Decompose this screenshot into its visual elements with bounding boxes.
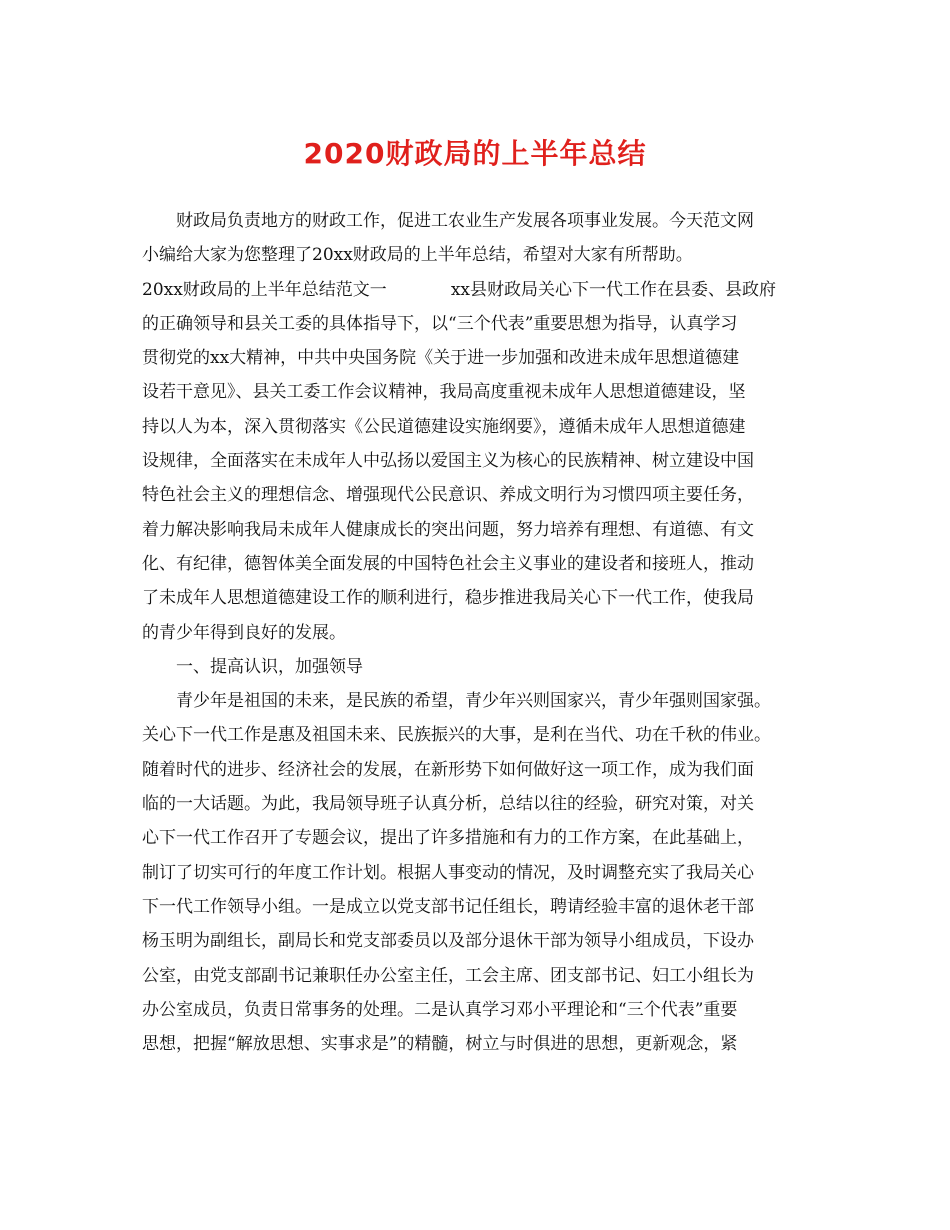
paragraph-line: 财政局负责地方的财政工作，促进工农业生产发展各项事业发展。今天范文网 — [176, 211, 754, 231]
paragraph-line: 青少年是祖国的未来，是民族的希望，青少年兴则国家兴，青少年强则国家强。 — [176, 691, 771, 712]
paragraph-line: 临的一大话题。为此，我局领导班子认真分析，总结以往的经验，研究对策，对关 — [142, 794, 754, 815]
paragraph-line — [142, 273, 822, 307]
paragraph-line: 贯彻党的xx大精神，中共中央国务院《关于进一步加强和改进未成年思想道德建 — [142, 348, 740, 369]
paragraph-line: 化、有纪律，德智体美全面发展的中国特色社会主义事业的建设者和接班人，推动 — [142, 553, 754, 574]
paragraph-line: 制订了切实可行的年度工作计划。根据人事变动的情况，及时调整充实了我局关心 — [142, 862, 754, 883]
paragraph-line: 思想，把握“解放思想、实事求是”的精髓，树立与时俱进的思想，更新观念，紧 — [142, 1034, 738, 1055]
paragraph-line: 设规律，全面落实在未成年人中弘扬以爱国主义为核心的民族精神、树立建设中国 — [142, 451, 754, 472]
section-heading: 20xx财政局的上半年总结范文一 — [142, 279, 387, 300]
paragraph-line: 关心下一代工作是惠及祖国未来、民族振兴的大事，是利在当代、功在千秋的伟业。 — [142, 725, 771, 746]
document-body — [142, 204, 822, 1061]
paragraph-line: 的正确领导和县关工委的具体指导下，以“三个代表”重要思想为指导，认真学习 — [142, 313, 738, 334]
paragraph-line: 着力解决影响我局未成年人健康成长的突出问题，努力培养有理想、有道德、有文 — [142, 519, 754, 540]
section-heading: 一、提高认识，加强领导 — [176, 656, 363, 677]
paragraph-line: 特色社会主义的理想信念、增强现代公民意识、养成文明行为习惯四项主要任务， — [142, 485, 754, 506]
paragraph-line: 公室，由党支部副书记兼职任办公室主任，工会主席、团支部书记、妇工小组长为 — [142, 965, 754, 986]
paragraph-line: 小编给大家为您整理了20xx财政局的上半年总结，希望对大家有所帮助。 — [142, 245, 693, 266]
paragraph-line: 随着时代的进步、经济社会的发展，在新形势下如何做好这一项工作，成为我们面 — [142, 759, 754, 780]
paragraph-line: 的青少年得到良好的发展。 — [142, 622, 346, 643]
paragraph-line: 下一代工作领导小组。一是成立以党支部书记任组长，聘请经验丰富的退休老干部 — [142, 896, 754, 917]
paragraph-line: 设若干意见》、县关工委工作会议精神，我局高度重视未成年人思想道德建设，坚 — [142, 382, 746, 403]
paragraph-line: 杨玉明为副组长，副局长和党支部委员以及部分退休干部为领导小组成员，下设办 — [142, 931, 754, 952]
document-title: 2020财政局的上半年总结 — [303, 137, 647, 170]
paragraph-line: 心下一代工作召开了专题会议，提出了许多措施和有力的工作方案，在此基础上， — [142, 828, 754, 849]
paragraph-line: 办公室成员，负责日常事务的处理。二是认真学习邓小平理论和“三个代表”重要 — [142, 999, 738, 1020]
paragraph-text: xx县财政局关心下一代工作在县委、县政府 — [450, 279, 776, 300]
paragraph-line: 持以人为本，深入贯彻落实《公民道德建设实施纲要》，遵循未成年人思想道德建 — [142, 416, 746, 437]
paragraph-line: 了未成年人思想道德建设工作的顺利进行，稳步推进我局关心下一代工作，使我局 — [142, 588, 754, 609]
